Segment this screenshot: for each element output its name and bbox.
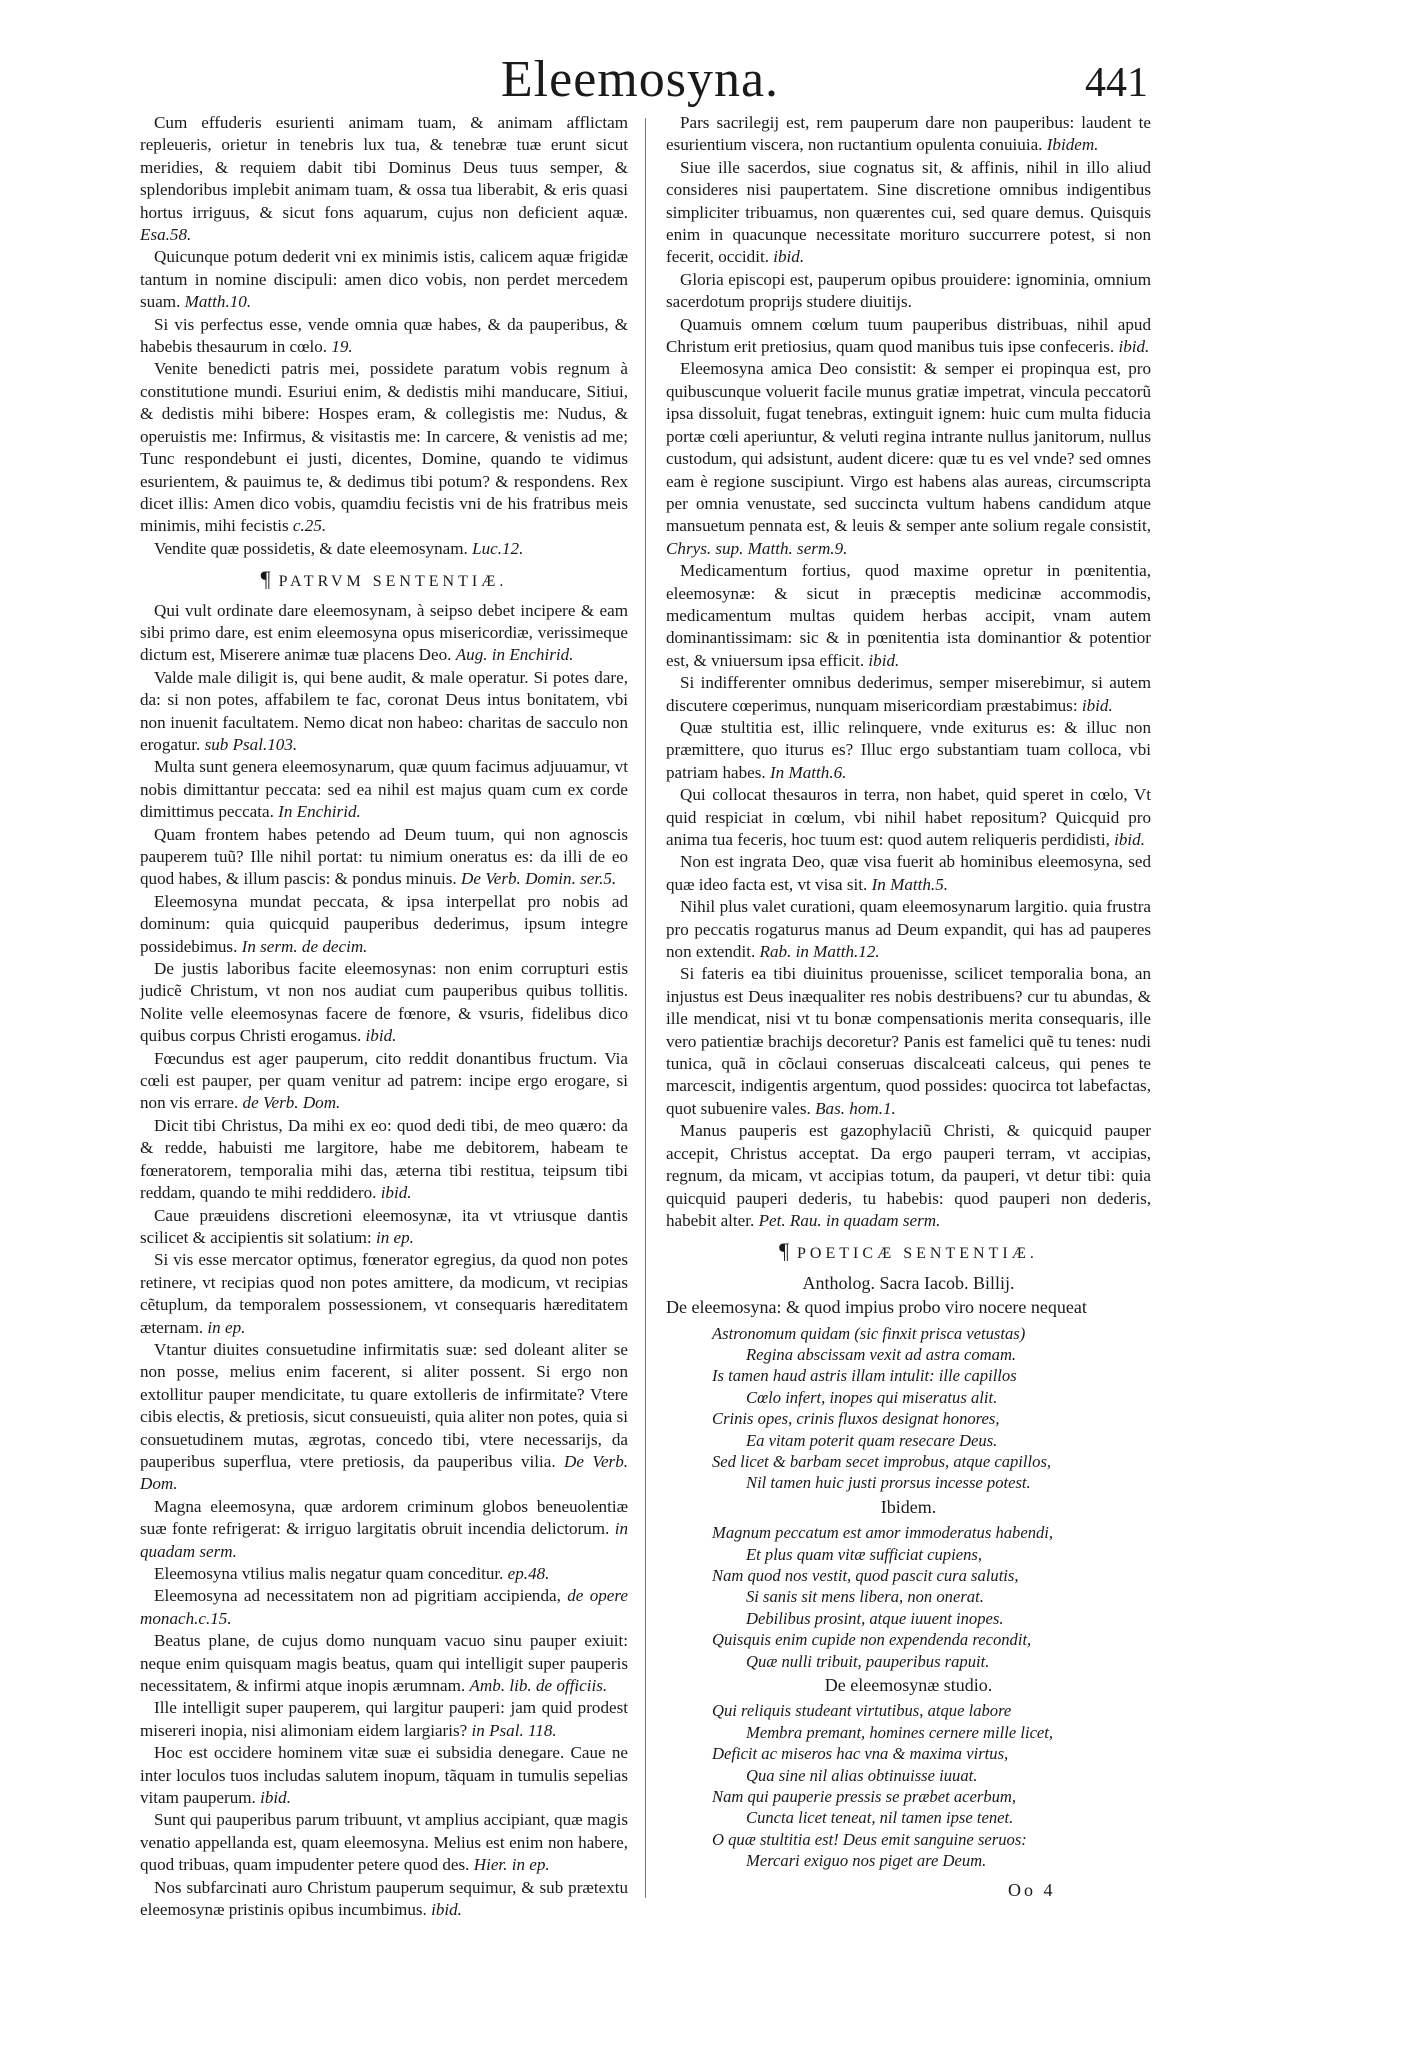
text-entry (140, 112, 628, 246)
entry-text: Multa sunt genera eleemosynarum, quæ quum facimus adjuuamur, vt nobis dimittantur peccata: sed ea nihil est majus quam cum ex corde dimittimus peccata. (140, 757, 628, 822)
source-citation: ibid. (1114, 830, 1145, 849)
source-citation: Matth.10. (184, 292, 252, 312)
entry-text: Quæ stultitia est, illic relinquere, vnde exiturus es: & illuc non præmittere, quo iturus es? Illuc ergo substantiam tuam colloca, vbi patriam habes. (666, 717, 1151, 782)
entry-text: Eleemosyna amica Deo consistit: & semper ei propinqua est, pro quibuscunque voluerit facile munus gratiæ impetrat, vincula peccatorũ ipsa dissoluit, fugat tenebras, extinguit ignem: huic cum multa fiducia portæ cœli aperiuntur, & veluti regina intrante nullus janitorum, nullus custodum, qui adsistunt, audent dicere: quæ tu es vel vnde? sed omnes eam è regione suscipiunt. Virgo est habens alas aureas, circumscripta per omnia venustate, sed succincta vultum habens candidum atque mansuetum pennata est, & leuis & semper ante solium regale consistit, (666, 359, 1151, 536)
text-entry (140, 1339, 628, 1496)
verse-line: Magnum peccatum est amor immoderatus habendi, (712, 1523, 1054, 1543)
source-citation: Ibidem. (1046, 135, 1099, 155)
text-entry (666, 112, 1151, 157)
text-entry (140, 538, 628, 560)
source-citation: Luc.12. (472, 538, 524, 558)
entry-text: Eleemosyna vtilius malis negatur quam conceditur. (154, 1564, 504, 1583)
poem-verses (666, 1700, 1151, 1871)
verse-line: Mercari exiguo nos piget are Deum. (746, 1851, 987, 1871)
signature-mark: Oo 4 (1008, 1880, 1056, 1900)
text-entry (666, 269, 1151, 314)
verse-line: Nam quod nos vestit, quod pascit cura salutis, (712, 1566, 1019, 1585)
source-citation: in quadam serm. (140, 1519, 628, 1561)
verse-line: Deficit ac miseros hac vna & maxima virtus, (712, 1744, 1009, 1764)
source-citation: De Verb. Domin. ser.5. (460, 869, 617, 889)
source-citation: ibid. (1118, 337, 1150, 357)
entry-text: Hoc est occidere hominem vitæ suæ ei subsidia denegare. Caue ne inter loculos tuos includas salutem inopum, tãquam in tumulis sepelias vitam pauperum. (140, 1743, 628, 1808)
entry-text: Eleemosyna ad necessitatem non ad pigritiam accipienda, (154, 1586, 561, 1606)
poetry-source: Antholog. Sacra Iacob. Billij. (802, 1272, 1015, 1293)
source-citation: In Matth.6. (769, 762, 847, 782)
text-entry (140, 824, 628, 891)
text-entry (140, 1742, 628, 1809)
verse-line: Membra premant, homines cernere mille licet, (746, 1722, 1054, 1742)
text-entry (140, 756, 628, 823)
text-entry (140, 667, 628, 757)
patrum-entries (140, 600, 628, 1922)
source-citation: In Matth.5. (871, 874, 949, 894)
source-citation: Esa.58. (140, 225, 192, 245)
text-entry (140, 1630, 628, 1697)
entry-text: Eleemosyna mundat peccata, & ipsa interpellat pro nobis ad dominum: quia quicquid pauperibus dederimus, ipsum integre possidebimus. (140, 891, 628, 956)
verse-line: Qua sine nil alias obtinuisse iuuat. (746, 1765, 978, 1785)
page-number: 441 (1085, 60, 1148, 106)
entry-text: Qui vult ordinate dare eleemosynam, à seipso debet incipere & eam sibi primo dare, est enim eleemosyna opus misericordiæ, verissimeque dictum est, Miserere animæ tuæ placens Deo. (140, 600, 628, 665)
source-citation: 19. (331, 337, 353, 357)
left-column (140, 112, 628, 1922)
text-entry (140, 1585, 628, 1630)
entry-text: Si fateris ea tibi diuinitus prouenisse, scilicet temporalia bona, an injustus est Deus inæqualiter res nobis destribuens? cur tu abundas, & ille mendicat, nisi vt tu bonæ compensationis merita consequaris, ille vero patientiæ brachijs decoretur? Panis est famelici quẽ tu tenes: nudi tunica, quã in cõclaui conseruas discalceati calceus, qui penes te marcescit, indigentis argentum, quod possides: quocirca tot labefactas, quot subuenire vales. (666, 964, 1151, 1118)
right-column (666, 112, 1151, 1872)
verse-line: Nam qui pauperie pressis se præbet acerbum, (712, 1787, 1017, 1807)
source-citation: Pet. Rau. in quadam serm. (758, 1210, 941, 1230)
poem-verses (666, 1323, 1151, 1494)
verse-line: Quisquis enim cupide non expendenda recondit, (712, 1630, 1032, 1650)
entry-text: Si indifferenter omnibus dederimus, semper miserebimur, si autem discutere cœperimus, nunquam misericordiam præstabimus: (666, 673, 1151, 715)
source-citation: Amb. lib. de officiis. (469, 1676, 608, 1696)
entry-text: Fœcundus est ager pauperum, cito reddit donantibus fructum. Via cœli est pauper, per quam venitur ad patrem: incipe ergo erogare, si non vis errare. (140, 1048, 628, 1113)
verse-line: Cuncta licet teneat, nil tamen ipse tenet. (746, 1808, 1014, 1828)
source-citation: Bas. hom.1. (815, 1098, 896, 1118)
source-citation: ibid. (1081, 695, 1113, 715)
source-citation: de opere monach.c.15. (140, 1586, 628, 1628)
text-entry (140, 1809, 628, 1876)
verse-line: Crinis opes, crinis fluxos designat honores, (712, 1409, 1000, 1429)
text-entry (666, 896, 1151, 963)
text-entry (140, 1877, 628, 1922)
source-citation: in Psal. 118. (471, 1720, 557, 1740)
entry-text: Dicit tibi Christus, Da mihi ex eo: quod dedi tibi, de meo quæro: da & redde, habuisti me largitore, habe me debitorem, habeam te fœneratorem, temporalia mihi das, æterna tibi restitua, teipsum tibi reddam, quando te mihi reddidero. (140, 1115, 628, 1203)
text-entry (666, 358, 1151, 560)
entry-text: Vtantur diuites consuetudine infirmitatis suæ: sed doleant aliter se non posse, melius enim facerent, si aliter possent. Si ergo non extollitur pauper mendicitate, tu quare extolleris de infirmitate? Vtere cibis electis, & pretiosis, sicut consueuisti, quia aliter non potes, quia si consuetudinem mutas, ægrotas, concedo tibi, vtere necessarijs, da pauperibus superflua, vtere pretiosis, da pauperibus vilia. (140, 1339, 628, 1471)
source-citation: De Verb. Dom. (140, 1451, 629, 1494)
text-entry (666, 560, 1151, 672)
source-citation: Hier. in ep. (473, 1855, 550, 1875)
section-heading-patrum (140, 568, 628, 593)
text-entry (666, 963, 1151, 1120)
entry-text: Cum effuderis esurienti animam tuam, & animam afflictam repleueris, orietur in tenebris lux tua, & tenebræ tuæ erunt sicut meridies, & requiem dabit tibi Dominus Deus tuus semper, & splendoribus implebit animam tuam, & ossa tua liberabit, & eris quasi hortus irriguus, & sicut fons aquarum, cujus non deficient aquæ. (140, 113, 628, 222)
entry-text: Qui collocat thesauros in terra, non habet, quid speret in cœlo, Vt quid respiciat in cœlum, vbi nihil habet repositum? Quicquid pro anima tua feceris, hoc tuum est: quod autem reliqueris perdidisti, (666, 785, 1151, 849)
text-entry (666, 314, 1151, 359)
verse-line: Astronomum quidam (sic finxit prisca vetustas) (712, 1323, 1026, 1343)
source-citation: Aug. in Enchirid. (455, 645, 574, 665)
text-entry (140, 600, 628, 667)
source-citation: ibid. (380, 1183, 412, 1203)
pilcrow-icon: ¶ (779, 1238, 790, 1264)
entry-text: Si vis esse mercator optimus, fœnerator egregius, da quod non potes retinere, vt recipias quod non potes amittere, da modicum, vt recipias cẽtuplum, da temporalem possessionem, vt consequaris hæreditatem æternam. (140, 1250, 628, 1337)
verse-line: Cœlo infert, inopes qui miseratus alit. (746, 1387, 998, 1407)
source-citation: ibid. (868, 650, 900, 670)
scripture-entries (140, 112, 628, 560)
text-entry (666, 717, 1151, 784)
source-citation: ibid. (260, 1788, 291, 1808)
entry-text: Beatus plane, de cujus domo nunquam vacuo sinu pauper exiuit: neque enim quisquam magis beatus, quam qui intelligit super pauperis necessitatem, & infirmi atque inopis ærumnam. (140, 1631, 628, 1696)
poem-verses (666, 1522, 1151, 1672)
entry-text: Non est ingrata Deo, quæ visa fuerit ab hominibus eleemosyna, sed quæ ideo facta est, vt visa sit. (666, 852, 1151, 894)
pilcrow-icon: ¶ (260, 566, 271, 592)
text-entry (666, 784, 1151, 851)
text-entry (666, 851, 1151, 896)
source-citation: ibid. (773, 247, 805, 267)
entry-text: Valde male diligit is, qui bene audit, & male operatur. Si potes dare, da: si non potes, affabilem te fac, coronat Deus intus bonitatem, vbi non inuenit facultatem. Nemo dicat non habeo: charitas de sacculo non erogatur. (140, 667, 628, 754)
text-entry (140, 1563, 628, 1585)
text-entry (140, 1496, 628, 1563)
entry-text: Medicamentum fortius, quod maxime opretur in pœnitentia, eleemosynæ: & sicut in præceptis medicinæ accommodis, medicamentum multas quidem herbas accipit, vnam autem dominantissimam: sic & in pœnitentia ista dominantior & potentior est, & vniuersum ipsa efficit. (666, 561, 1151, 670)
poem-title: De eleemosyna: & quod impius probo viro nocere nequeat (666, 1297, 1087, 1318)
text-entry (140, 958, 628, 1048)
entry-text: De justis laboribus facite eleemosynas: non enim corrupturi estis judicẽ Christum, vt non nos audiat cum pauperibus quibus tollitis. Nolite velle eleemosynas facere de fœnore, & vsuris, fidelibus dico quibus corpus Christi erogamus. (140, 959, 628, 1046)
entry-text: Sunt qui pauperibus parum tribuunt, vt amplius accipiant, quæ magis venatio appellanda est, quam eleemosyna. Melius est enim non habere, quod tribuas, quam impudenter petere quod des. (140, 1810, 628, 1875)
entry-text: Pars sacrilegij est, rem pauperum dare non pauperibus: laudent te esurientium viscera, non ructantium opulenta conuiuia. (666, 113, 1151, 155)
verse-line: Is tamen haud astris illam intulit: ille capillos (712, 1366, 1017, 1386)
text-entry (140, 1249, 628, 1339)
verse-line: Quæ nulli tribuit, pauperibus rapuit. (746, 1651, 990, 1671)
verse-line: Qui reliquis studeant virtutibus, atque labore (712, 1701, 1012, 1721)
column-divider (645, 118, 646, 1898)
entry-text: Vendite quæ possidetis, & date eleemosynam. (154, 538, 468, 558)
entry-text: Magna eleemosyna, quæ ardorem criminum globos beneuolentiæ suæ fonte refrigerat: & irriguo largitatis obruit incendia delictorum. (140, 1496, 628, 1539)
text-entry (140, 1697, 628, 1742)
entry-text: Caue præuidens discretioni eleemosynæ, ita vt vtriusque dantis scilicet & accipientis sit solatium: (140, 1205, 628, 1247)
source-citation: c.25. (292, 516, 327, 536)
entry-text: Quicunque potum dederit vni ex minimis istis, calicem aquæ frigidæ tantum in nomine discipuli: amen dico vobis, non perdet mercedem suam. (140, 247, 628, 312)
source-citation: In Enchirid. (278, 802, 361, 822)
text-entry (140, 1205, 628, 1250)
verse-line: O quæ stultitia est! Deus emit sanguine seruos: (712, 1829, 1027, 1849)
verse-line: Debilibus prosint, atque iuuent inopes. (746, 1608, 1004, 1628)
text-entry (140, 1115, 628, 1205)
section-heading-text: POETICÆ SENTENTIÆ. (797, 1245, 1038, 1263)
verse-line: Regina abscissam vexit ad astra comam. (746, 1344, 1017, 1364)
poem-title: Ibidem. (880, 1496, 937, 1517)
text-entry (666, 157, 1151, 269)
text-entry (140, 1048, 628, 1115)
source-citation: de Verb. Dom. (242, 1093, 341, 1113)
source-citation: ep.48. (507, 1564, 550, 1583)
section-heading-poeticae (666, 1240, 1151, 1265)
entry-text: Nihil plus valet curationi, quam eleemosynarum largitio. quia frustra pro peccatis rogaturus manus ad Deum expandit, qui has ad pauperes non extendit. (666, 897, 1151, 962)
text-entry (140, 358, 628, 537)
entry-text: Quamuis omnem cœlum tuum pauperibus distribuas, nihil apud Christum erit pretiosius, quam quod manibus tuis ipse confeceris. (666, 314, 1151, 357)
source-citation: in ep. (207, 1317, 246, 1337)
poem-title: De eleemosynæ studio. (824, 1675, 993, 1696)
section-heading-text: PATRVM SENTENTIÆ. (278, 573, 508, 591)
text-entry (140, 891, 628, 958)
entry-text: Siue ille sacerdos, siue cognatus sit, & affinis, nihil in illo aliud consideres nisi paupertatem. Sine discretione omnibus indigentibus simpliciter tribuamus, non quærentes cui, sed quare demus. Quisquis enim in quacunque necessitate morituro succurrere potest, si non fecerit, occidit. (666, 157, 1151, 267)
entry-text: Quam frontem habes petendo ad Deum tuum, qui non agnoscis pauperem tuũ? Ille nihil portat: tu nimium oneratus es: da illi de eo quod habes, & illum pascis: & pondus minuis. (140, 824, 628, 889)
source-citation: Rab. in Matth.12. (759, 942, 880, 962)
source-citation: sub Psal.103. (204, 734, 298, 754)
entry-text: Gloria episcopi est, pauperum opibus prouidere: ignominia, omnium sacerdotum proprijs studere diuitijs. (666, 269, 1151, 312)
source-citation: Chrys. sup. Matth. serm.9. (666, 538, 848, 558)
entry-text: Manus pauperis est gazophylaciũ Christi, & quicquid pauper accepit, Christus acceptat. Da ergo pauperi terram, vt accipias, regnum, da micam, vt accipias totum, da pauperi, vt detur tibi: quia quicquid pauperi dederis, tu habebis: quod pauperi non dederis, habebit alter. (666, 1121, 1151, 1230)
entry-text: Venite benedicti patris mei, possidete paratum vobis regnum à constitutione mundi. Esuriui enim, & dedistis mihi manducare, Sitiui, & dedistis mihi bibere: Hospes eram, & collegistis me: Nudus, & operuistis me: Infirmus, & visitastis me: In carcere, & venistis ad me; Tunc respondebunt ei justi, dicentes, Domine, quando te vidimus esurientem, & pauimus te, & dedimus tibi potum? & respondens. Rex dicet illis: Amen dico vobis, quamdiu fecistis vni de his fratribus meis minimis, mihi fecistis (140, 359, 628, 536)
verse-line: Ea vitam poterit quam resecare Deus. (746, 1430, 998, 1450)
patrum-entries-continued (666, 112, 1151, 1232)
text-entry (140, 314, 628, 359)
running-head: Eleemosyna. (500, 51, 780, 108)
source-citation: in ep. (375, 1227, 414, 1247)
source-citation: ibid. (365, 1026, 397, 1046)
verse-line: Si sanis sit mens libera, non onerat. (746, 1587, 984, 1607)
source-citation: ibid. (431, 1900, 462, 1920)
entry-text: Nos subfarcinati auro Christum pauperum sequimur, & sub prætextu eleemosynæ pristinis opibus incumbimus. (140, 1877, 628, 1920)
verse-line: Et plus quam vitæ sufficiat cupiens, (746, 1544, 982, 1564)
text-entry (140, 246, 628, 313)
text-entry (666, 1120, 1151, 1232)
verse-line: Sed licet & barbam secet improbus, atque capillos, (712, 1451, 1052, 1471)
verse-line: Nil tamen huic justi prorsus incesse potest. (746, 1473, 1031, 1493)
source-citation: In serm. de decim. (241, 936, 368, 956)
entry-text: Ille intelligit super pauperem, qui largitur pauperi: jam quid prodest misereri inopia, nisi alimoniam eidem largiaris? (140, 1698, 628, 1740)
text-entry (666, 672, 1151, 717)
entry-text: Si vis perfectus esse, vende omnia quæ habes, & da pauperibus, & habebis thesaurum in cœlo. (140, 314, 628, 357)
